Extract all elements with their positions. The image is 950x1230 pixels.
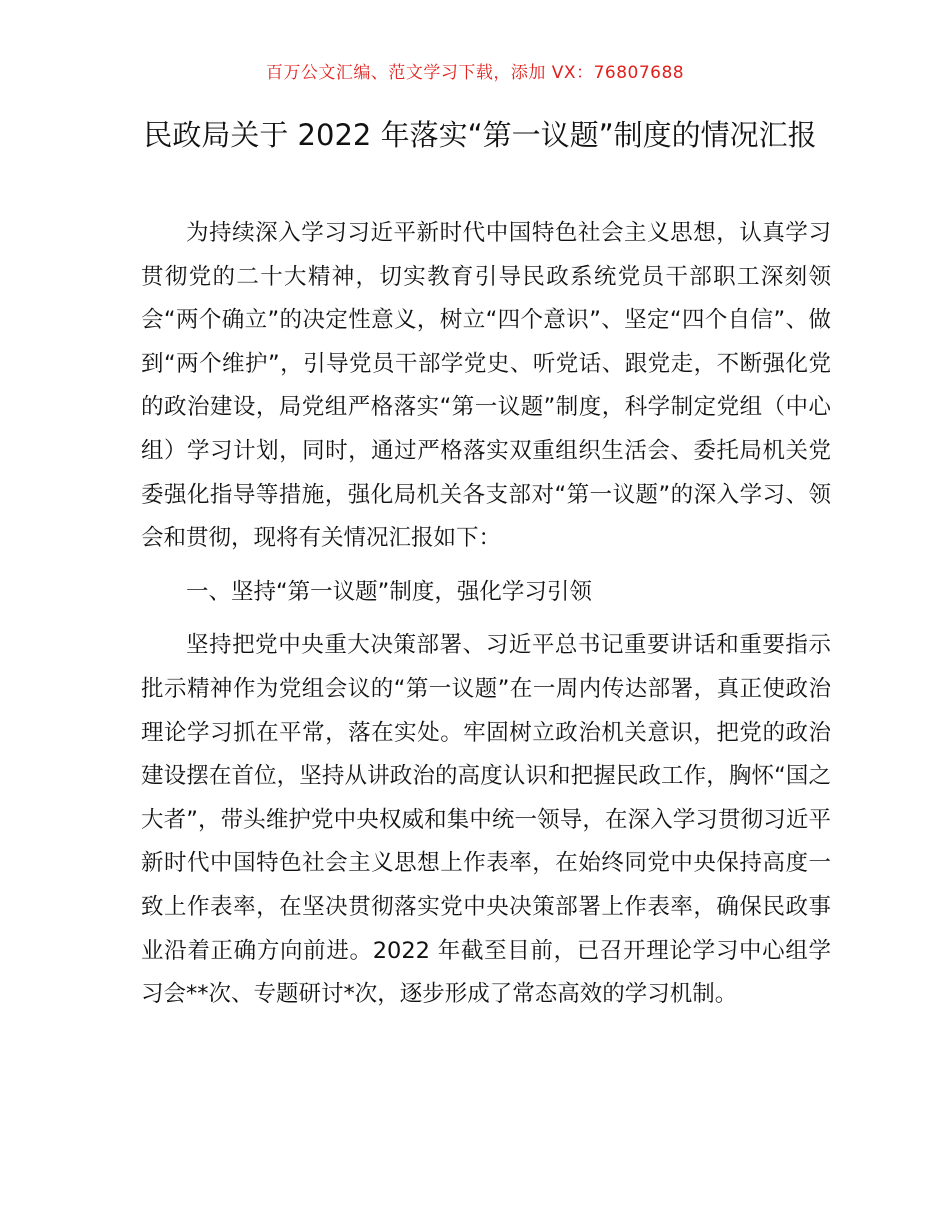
intro-paragraph: 为持续深入学习习近平新时代中国特色社会主义思想，认真学习贯彻党的二十大精神，切实教育引导民政系统党员干部职工深刻领会“两个确立”的决定性意义，树立“四个意识”、坚定“四个自信”、做到“两个维护”，引导党员干部学党史、听党话、跟党走，不断强化党的政治建设，局党组严格落实“第一议题”制度，科学制定党组（中心组）学习计划，同时，通过严格落实双重组织生活会、委托局机关党委强化指导等措施，强化局机关各支部对“第一议题”的深入学习、领会和贯彻，现将有关情况汇报如下： xyxy=(141,220,831,552)
section-heading-1: 一、坚持“第一议题”制度，强化学习引领 xyxy=(186,578,592,605)
document-body xyxy=(141,212,831,1017)
document-title: 民政局关于 2022 年落实“第一议题”制度的情况汇报 xyxy=(143,118,817,152)
section-1-paragraph: 坚持把党中央重大决策部署、习近平总书记重要讲话和重要指示批示精神作为党组会议的“第一议题”在一周内传达部署，真正使政治理论学习抓在平常，落在实处。牢固树立政治机关意识，把党的政治建设摆在首位，坚持从讲政治的高度认识和把握民政工作，胸怀“国之大者”，带头维护党中央权威和集中统一领导，在深入学习贯彻习近平新时代中国特色社会主义思想上作表率，在始终同党中央保持高度一致上作表率，在坚决贯彻落实党中央决策部署上作表率，确保民政事业沿着正确方向前进。2022 年截至目前，已召开理论学习中心组学习会**次、专题研讨*次，逐步形成了常态高效的学习机制。 xyxy=(141,632,831,1008)
watermark-banner: 百万公文汇编、范文学习下载，添加 VX：76807688 xyxy=(265,63,685,83)
